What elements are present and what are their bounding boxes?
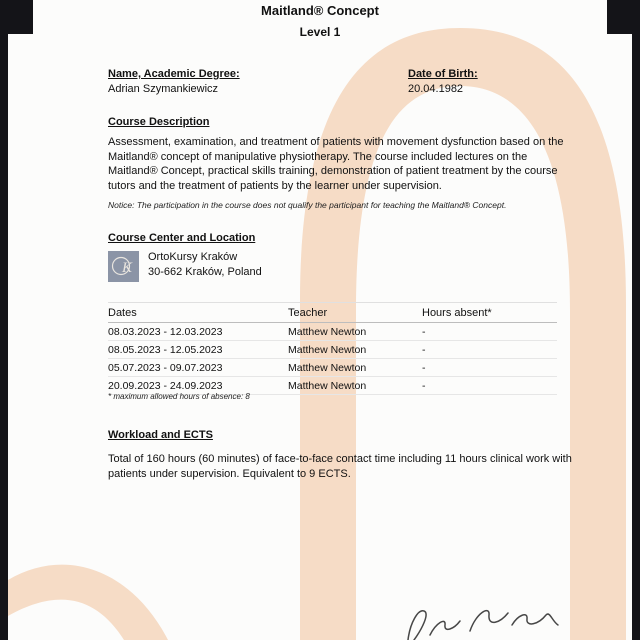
signature-graphic (400, 597, 560, 640)
frame-corner-top-right (607, 0, 640, 34)
ortokursy-logo (108, 251, 139, 282)
dob-label: Date of Birth: (408, 68, 478, 80)
row-teacher: Matthew Newton (288, 325, 367, 338)
dob-value: 20.04.1982 (408, 83, 464, 95)
logo-monogram: K (122, 260, 133, 276)
row-dates: 20.09.2023 - 24.09.2023 (108, 379, 223, 392)
course-description-body: Assessment, examination, and treatment of patients with movement dysfunction based on the Maitland® concept of manipulative physiotherapy. The course included lectures on the Maitland® Concept, practical skills training, demonstration of patient treatment by the course tutors and the treatment of patients by the learner under supervision. (108, 136, 564, 192)
course-description-heading: Course Description (108, 116, 210, 128)
col-hours-absent: Hours absent* (422, 306, 492, 319)
course-description-notice: Notice: The participation in the course does not qualify the participant for teaching the Maitland® Concept. (108, 200, 507, 210)
row-absent: - (422, 379, 426, 392)
col-teacher: Teacher (288, 306, 328, 319)
row-dates: 08.03.2023 - 12.03.2023 (108, 325, 223, 338)
row-dates: 05.07.2023 - 09.07.2023 (108, 361, 223, 374)
row-teacher: Matthew Newton (288, 343, 367, 356)
course-center-name: OrtoKursy Kraków (148, 251, 238, 263)
table-row (108, 323, 557, 341)
absence-footnote: * maximum allowed hours of absence: 8 (108, 392, 250, 401)
table-row (108, 359, 557, 377)
row-absent: - (422, 343, 426, 356)
workload-body: Total of 160 hours (60 minutes) of face-to-face contact time including 11 hours clinical work with patients under supervision. Equivalent to 9 ECTS. (108, 453, 572, 480)
course-center-address: 30-662 Kraków, Poland (148, 266, 262, 278)
certificate-title: Maitland® Concept (261, 3, 379, 18)
ortokursy-logo-icon (108, 251, 139, 282)
row-teacher: Matthew Newton (288, 379, 367, 392)
course-center-heading: Course Center and Location (108, 232, 256, 244)
row-teacher: Matthew Newton (288, 361, 367, 374)
workload-heading: Workload and ECTS (108, 429, 213, 441)
schedule-table (108, 302, 557, 395)
certificate-level: Level 1 (299, 25, 341, 39)
row-absent: - (422, 361, 426, 374)
certificate-content (8, 0, 632, 640)
name-label: Name, Academic Degree: (108, 68, 240, 80)
table-row (108, 341, 557, 359)
certificate-page (8, 0, 632, 640)
row-dates: 08.05.2023 - 12.05.2023 (108, 343, 223, 356)
col-dates: Dates (108, 306, 137, 319)
schedule-header-row (108, 303, 557, 323)
name-value: Adrian Szymankiewicz (108, 83, 219, 95)
row-absent: - (422, 325, 426, 338)
frame-corner-top-left (0, 0, 33, 34)
